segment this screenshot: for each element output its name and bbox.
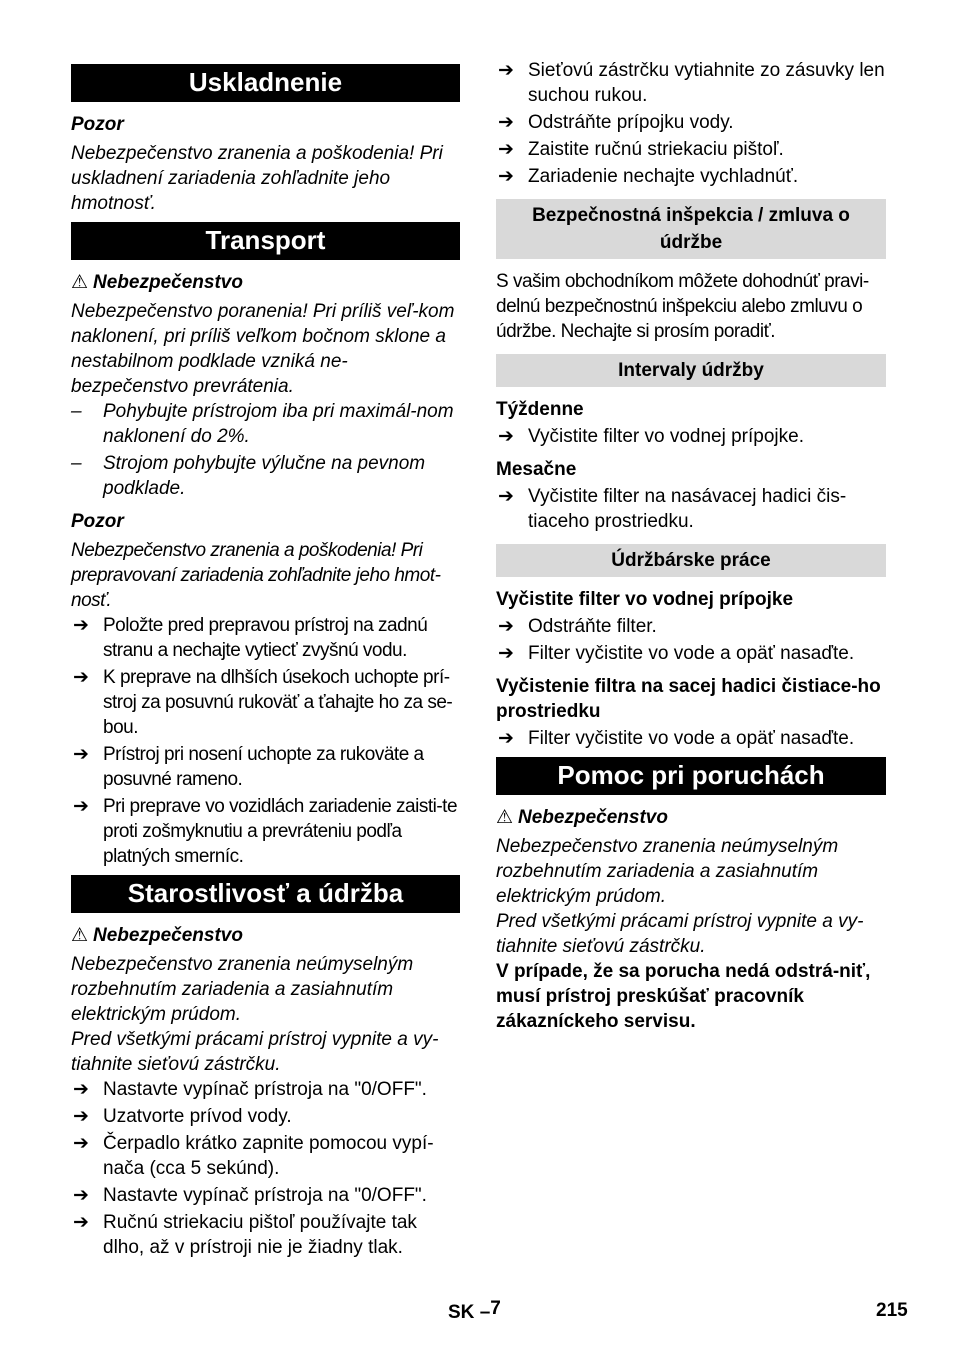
dash-icon: – <box>71 401 82 422</box>
arrow-list <box>71 1077 460 1260</box>
footer-lang: SK <box>448 1302 475 1323</box>
list-item: ➔ Odstráňte filter. <box>498 616 657 637</box>
arrow-right-icon: ➔ <box>73 1106 89 1127</box>
danger-text: Nebezpečenstvo zranenia neúmyselným rozbehnutím zariadenia a zasiahnutím elektrickým prúdom. <box>496 836 839 907</box>
danger-label <box>71 270 460 295</box>
dash-list <box>71 399 460 501</box>
list-item: ➔ Vyčistite filter vo vodnej prípojke. <box>498 426 804 447</box>
list-item: ➔ Ručnú striekaciu pištoľ používajte tak dlho, až v prístroji nie je žiadny tlak. <box>73 1212 417 1258</box>
arrow-right-icon: ➔ <box>498 139 514 160</box>
footer-section-page: 7 <box>490 1298 501 1319</box>
list-item: ➔ Položte pred prepravou prístroj na zadnú stranu a nechajte vytiecť zvyšnú vodu. <box>73 615 428 661</box>
left-column <box>71 58 460 1262</box>
arrow-right-icon: ➔ <box>73 615 89 636</box>
subheading: Vyčistenie filtra na sacej hadici čistiace-ho prostriedku <box>496 676 881 722</box>
danger-text: Pred všetkými prácami prístroj vypnite a vy-tiahnite sieťovú zástrčku. <box>496 911 864 957</box>
warning-triangle-icon: ⚠ <box>71 925 89 946</box>
caution-text: Nebezpečenstvo zranenia a poškodenia! Pri uskladnení zariadenia zohľadnite jeho hmotnosť. <box>71 143 443 214</box>
list-item: ➔ Nastavte vypínač prístroja na "0/OFF". <box>73 1185 427 1206</box>
footer-section-label <box>448 1296 501 1325</box>
arrow-right-icon: ➔ <box>498 728 514 749</box>
list-item: ➔ Zaistite ručnú striekaciu pištoľ. <box>498 139 784 160</box>
weekly-label: Týždenne <box>496 399 584 420</box>
arrow-right-icon: ➔ <box>498 616 514 637</box>
arrow-list <box>496 484 886 534</box>
list-item: ➔ Filter vyčistite vo vode a opäť nasaďte. <box>498 728 855 749</box>
subheading: Vyčistite filter vo vodnej prípojke <box>496 589 794 610</box>
danger-label-text: Nebezpečenstvo <box>518 807 668 828</box>
heading-pomoc: Pomoc pri poruchách <box>496 757 886 795</box>
danger-label <box>71 923 460 948</box>
monthly-label: Mesačne <box>496 459 577 480</box>
arrow-right-icon: ➔ <box>73 1212 89 1233</box>
arrow-right-icon: ➔ <box>73 796 89 817</box>
list-item: ➔ Nastavte vypínač prístroja na "0/OFF". <box>73 1079 427 1100</box>
list-item: ➔ Čerpadlo krátko zapnite pomocou vypí-nača (cca 5 sekúnd). <box>73 1133 434 1179</box>
arrow-right-icon: ➔ <box>498 486 514 507</box>
arrow-list <box>71 613 460 869</box>
page-number: 215 <box>876 1300 908 1321</box>
caution-text: Nebezpečenstvo zranenia a poškodenia! Pri prepravovaní zariadenia zohľadnite jeho hmot-nosť. <box>71 540 441 611</box>
list-item: ➔ Odstráňte prípojku vody. <box>498 112 734 133</box>
heading-transport: Transport <box>71 222 460 260</box>
arrow-right-icon: ➔ <box>498 643 514 664</box>
danger-label <box>496 805 886 830</box>
heading-intervaly: Intervaly údržby <box>496 354 886 387</box>
arrow-list <box>496 726 886 751</box>
arrow-right-icon: ➔ <box>498 166 514 187</box>
heading-starostlivost: Starostlivosť a údržba <box>71 875 460 913</box>
list-item: – Pohybujte prístrojom iba pri maximál-nom naklonení do 2%. <box>71 401 454 447</box>
footer-dash: – <box>479 1302 491 1323</box>
arrow-right-icon: ➔ <box>498 426 514 447</box>
arrow-right-icon: ➔ <box>73 744 89 765</box>
list-item: ➔ Vyčistite filter na nasávacej hadici čis-tiaceho prostriedku. <box>498 486 847 532</box>
list-item: ➔ Prístroj pri nosení uchopte za rukoväte a posuvné rameno. <box>73 744 424 790</box>
list-item: ➔ Pri preprave vo vozidlách zariadenie zaisti-te proti zošmyknutiu a prevráteniu podľa platných smerníc. <box>73 796 458 867</box>
list-item: ➔ Sieťovú zástrčku vytiahnite zo zásuvky len suchou rukou. <box>498 60 885 106</box>
danger-label-text: Nebezpečenstvo <box>93 925 243 946</box>
danger-text: Nebezpečenstvo zranenia neúmyselným rozbehnutím zariadenia a zasiahnutím elektrickým prúdom. <box>71 954 414 1025</box>
list-item: ➔ Filter vyčistite vo vode a opäť nasaďte. <box>498 643 855 664</box>
right-column <box>496 58 886 1034</box>
arrow-list <box>496 424 886 449</box>
service-note: V prípade, že sa porucha nedá odstrá-niť, musí prístroj preskúšať pracovník zákazníckeho servisu. <box>496 961 871 1032</box>
arrow-right-icon: ➔ <box>73 1079 89 1100</box>
list-item: – Strojom pohybujte výlučne na pevnom podklade. <box>71 453 426 499</box>
arrow-list <box>496 614 886 666</box>
dash-icon: – <box>71 453 82 474</box>
warning-triangle-icon: ⚠ <box>496 807 514 828</box>
heading-inspekcia: Bezpečnostná inšpekcia / zmluva o údržbe <box>496 199 886 259</box>
arrow-list <box>496 58 886 189</box>
arrow-right-icon: ➔ <box>498 60 514 81</box>
caution-label: Pozor <box>71 114 124 135</box>
list-item: ➔ Zariadenie nechajte vychladnúť. <box>498 166 799 187</box>
paragraph: S vašim obchodníkom môžete dohodnúť pravi-delnú bezpečnostnú inšpekciu alebo zmluvu o údržbe. Nechajte si prosím poradiť. <box>496 271 869 342</box>
arrow-right-icon: ➔ <box>73 1133 89 1154</box>
list-item: ➔ K preprave na dlhších úsekoch uchopte prí-stroj za posuvnú rukoväť a ťahajte ho za se-bou. <box>73 667 453 738</box>
warning-triangle-icon: ⚠ <box>71 272 89 293</box>
list-item: ➔ Uzatvorte prívod vody. <box>73 1106 292 1127</box>
caution-label: Pozor <box>71 511 124 532</box>
arrow-right-icon: ➔ <box>73 1185 89 1206</box>
heading-prace: Údržbárske práce <box>496 544 886 577</box>
heading-uskladnenie: Uskladnenie <box>71 64 460 102</box>
arrow-right-icon: ➔ <box>498 112 514 133</box>
danger-text: Pred všetkými prácami prístroj vypnite a vy-tiahnite sieťovú zástrčku. <box>71 1029 439 1075</box>
arrow-right-icon: ➔ <box>73 667 89 688</box>
danger-text: Nebezpečenstvo poranenia! Pri príliš veľ-kom naklonení, pri príliš veľkom bočnom sklone a nestabilnom podklade vzniká ne-bezpečenstvo prevrátenia. <box>71 301 455 397</box>
danger-label-text: Nebezpečenstvo <box>93 272 243 293</box>
